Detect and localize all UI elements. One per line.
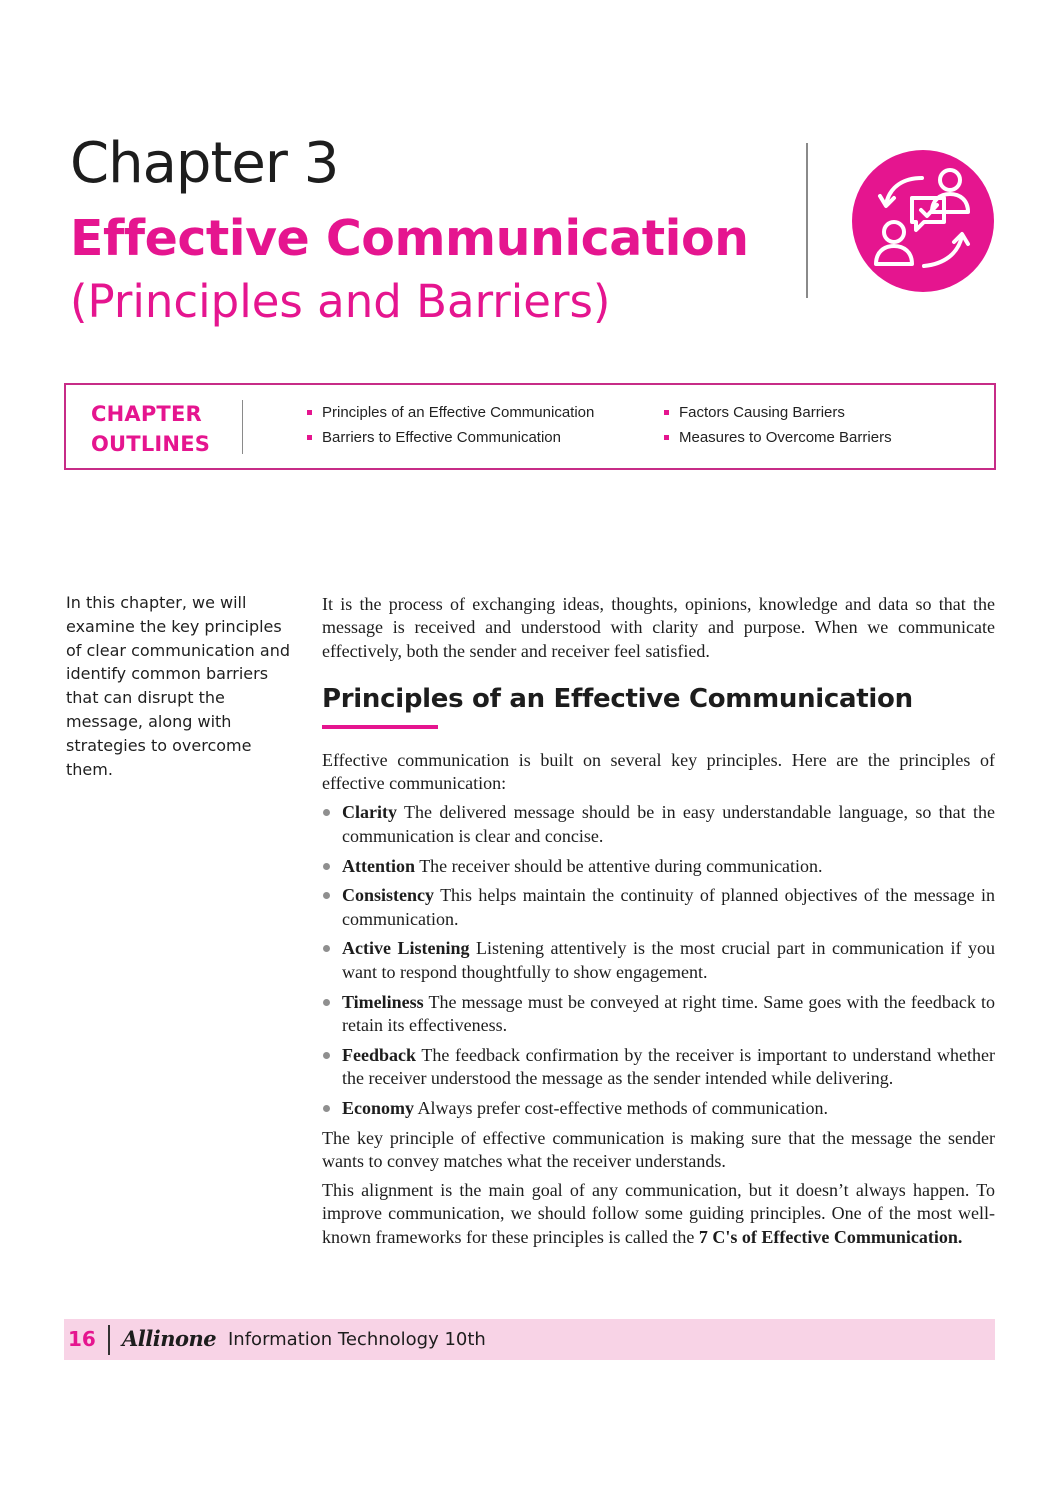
principle-term: Consistency bbox=[342, 885, 435, 906]
chapter-title: Effective Communication bbox=[70, 210, 749, 267]
list-item bbox=[322, 1044, 995, 1091]
bullet-dot-icon bbox=[323, 945, 330, 952]
brand-logo: Allinone bbox=[122, 1326, 217, 1351]
section-heading: Principles of an Effective Communication bbox=[322, 683, 913, 714]
outline-column-2 bbox=[663, 400, 892, 450]
bullet-dot-icon bbox=[323, 863, 330, 870]
principles-list bbox=[322, 801, 995, 1120]
list-item bbox=[322, 1097, 995, 1120]
principle-term: Clarity bbox=[342, 802, 397, 823]
principle-term: Attention bbox=[342, 855, 415, 876]
outline-item bbox=[663, 400, 892, 425]
principle-term: Feedback bbox=[342, 1044, 416, 1065]
closing-paragraph-1: The key principle of effective communication is making sure that the message the sender wants to convey matches what the receiver understands. bbox=[322, 1127, 995, 1171]
closing-paragraph-2 bbox=[322, 1179, 995, 1249]
principle-term: Economy bbox=[342, 1097, 414, 1118]
principle-term: Timeliness bbox=[342, 991, 424, 1012]
outline-item bbox=[306, 425, 594, 450]
outline-column-1 bbox=[306, 400, 594, 450]
principle-text: The delivered message should be in easy understandable language, so that the communication is clear and concise. bbox=[342, 802, 995, 846]
principle-text: The message must be conveyed at right time. Same goes with the feedback to retain its effectiveness. bbox=[342, 991, 995, 1035]
list-item bbox=[322, 937, 995, 984]
list-item bbox=[322, 991, 995, 1038]
bullet-dot-icon bbox=[323, 892, 330, 899]
square-bullet-icon bbox=[664, 435, 669, 440]
principle-text: The receiver should be attentive during communication. bbox=[419, 855, 823, 876]
outline-item bbox=[306, 400, 594, 425]
outline-item-label: Measures to Overcome Barriers bbox=[679, 429, 892, 446]
bullet-dot-icon bbox=[323, 999, 330, 1006]
principle-term: Active Listening bbox=[342, 938, 470, 959]
intro-paragraph: It is the process of exchanging ideas, thoughts, opinions, knowledge and data so that the message is received and understood with clarity and purpose. When we communicate effectively, both the sender and receiver feel satisfied. bbox=[322, 594, 995, 661]
outline-item-label: Principles of an Effective Communication bbox=[322, 404, 595, 421]
page-footer bbox=[64, 1319, 995, 1360]
list-item bbox=[322, 801, 995, 848]
sidebar-note: In this chapter, we will examine the key principles of clear communication and identify common barriers that can disrupt the message, along with strategies to overcome them. bbox=[66, 593, 290, 779]
principle-text: Always prefer cost-effective methods of communication. bbox=[417, 1097, 829, 1118]
footer-divider bbox=[108, 1325, 110, 1355]
outline-item bbox=[663, 425, 892, 450]
communication-people-icon bbox=[852, 150, 994, 292]
main-content bbox=[322, 593, 995, 1255]
chapter-outline-box bbox=[64, 383, 996, 470]
bullet-dot-icon bbox=[323, 1105, 330, 1112]
square-bullet-icon bbox=[664, 410, 669, 415]
heading-underline bbox=[322, 725, 438, 729]
chapter-label: Chapter 3 bbox=[70, 131, 339, 196]
outline-item-label: Barriers to Effective Communication bbox=[322, 429, 561, 446]
principle-text: This helps maintain the continuity of planned objectives of the message in communication. bbox=[342, 885, 995, 929]
outline-heading-line2: OUTLINES bbox=[91, 432, 211, 456]
outline-heading bbox=[91, 399, 210, 459]
header-divider bbox=[806, 143, 808, 298]
list-item bbox=[322, 884, 995, 931]
principles-intro: Effective communication is built on several key principles. Here are the principles of effective communication: bbox=[322, 749, 995, 794]
list-item bbox=[322, 855, 995, 878]
outline-item-label: Factors Causing Barriers bbox=[679, 404, 845, 421]
square-bullet-icon bbox=[307, 435, 312, 440]
chapter-emblem bbox=[852, 150, 994, 292]
chapter-subtitle: (Principles and Barriers) bbox=[70, 275, 611, 328]
outline-heading-line1: CHAPTER bbox=[91, 402, 202, 426]
principle-text: Listening attentively is the most crucial part in communication if you want to respond thoughtfully to show engagement. bbox=[342, 938, 995, 982]
framework-name: 7 C's of Effective Communication. bbox=[698, 1226, 963, 1247]
outline-divider bbox=[242, 400, 243, 454]
page-number: 16 bbox=[68, 1327, 96, 1351]
bullet-dot-icon bbox=[323, 1052, 330, 1059]
principle-text: The feedback confirmation by the receiver is important to understand whether the receiver understood the message as the sender intended while delivering. bbox=[342, 1044, 995, 1088]
square-bullet-icon bbox=[307, 410, 312, 415]
book-title: Information Technology 10th bbox=[228, 1329, 486, 1350]
bullet-dot-icon bbox=[323, 809, 330, 816]
closing-text: This alignment is the main goal of any communication, but it doesn’t always happen. To improve communication, we should follow some guiding principles. One of the most well-known frameworks for these principles is called the bbox=[322, 1180, 995, 1247]
